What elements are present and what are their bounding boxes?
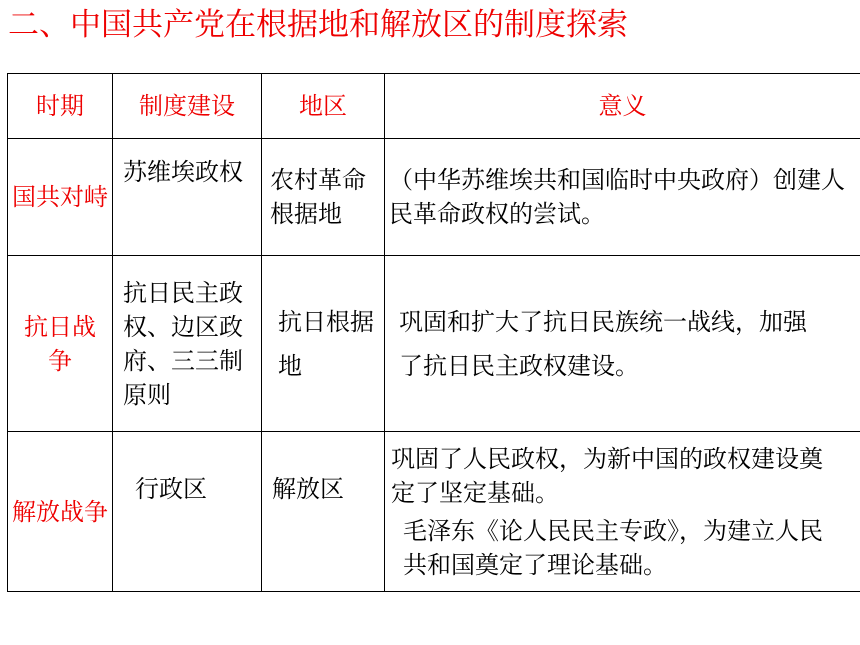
institution-table: [7, 73, 860, 592]
meaning-text: 巩固和扩大了抗日民族统一战线，加强了抗日民主政权建设。: [399, 307, 807, 380]
table-row: [8, 432, 860, 592]
table-row: [8, 139, 860, 256]
region-cell: [262, 432, 385, 592]
system-cell: [113, 139, 262, 256]
period-cell: [8, 139, 113, 256]
system-text: 苏维埃政权: [123, 158, 243, 186]
meaning-cell: [385, 139, 860, 256]
header-region: 地区: [262, 74, 385, 139]
period-text: 解放战争: [12, 497, 108, 526]
table-header-row: [8, 74, 860, 139]
period-cell: [8, 256, 113, 432]
meaning-text: 巩固了人民政权，为新中国的政权建设奠定了坚定基础。: [391, 445, 823, 507]
region-text: 抗日根据地: [278, 307, 374, 380]
system-text: 行政区: [135, 475, 207, 503]
period-text: 国共对峙: [12, 183, 108, 211]
system-text: 抗日民主政权、边区政府、三三制原则: [123, 278, 243, 409]
table-row: [8, 256, 860, 432]
system-cell: [113, 432, 262, 592]
meaning-text: 毛泽东《论人民民主专政》，为建立人民共和国奠定了理论基础。: [403, 517, 823, 579]
header-period: 时期: [8, 74, 113, 139]
region-cell: [262, 256, 385, 432]
header-meaning: 意义: [385, 74, 860, 139]
meaning-text: （中华苏维埃共和国临时中央政府）创建人民革命政权的尝试。: [389, 166, 845, 228]
period-cell: [8, 432, 113, 592]
region-text: 农村革命根据地: [270, 166, 366, 228]
meaning-cell: [385, 432, 860, 592]
page-title: 二、中国共产党在根据地和解放区的制度探索: [8, 7, 628, 43]
meaning-cell: [385, 256, 860, 432]
period-text: 抗日战争: [24, 312, 96, 375]
system-cell: [113, 256, 262, 432]
region-cell: [262, 139, 385, 256]
region-text: 解放区: [272, 475, 344, 503]
header-system: 制度建设: [113, 74, 262, 139]
